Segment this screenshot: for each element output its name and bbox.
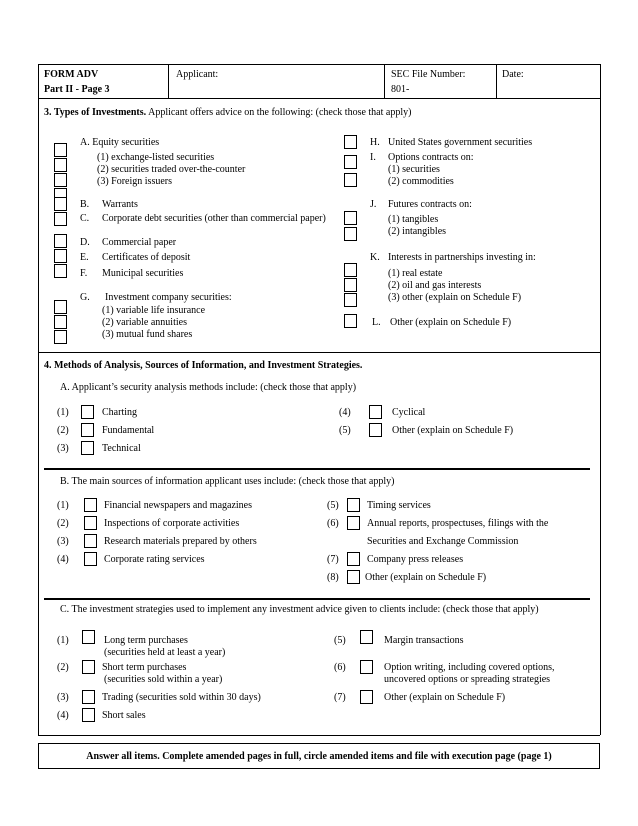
checkbox-3j2[interactable]	[344, 227, 357, 241]
checkbox-4c5[interactable]	[360, 630, 373, 644]
checkbox-4c6[interactable]	[360, 660, 373, 674]
checkbox-4b8[interactable]	[347, 570, 360, 584]
checkbox-3l[interactable]	[344, 314, 357, 328]
checkbox-3j1[interactable]	[344, 211, 357, 225]
checkbox-3a2[interactable]	[54, 173, 67, 187]
item-3i-letter: I.	[370, 152, 376, 163]
item-4b1: Financial newspapers and magazines	[104, 500, 253, 511]
checkbox-4b4[interactable]	[84, 552, 97, 566]
checkbox-4a2[interactable]	[81, 423, 94, 437]
item-4b3: Research materials prepared by others	[104, 536, 257, 547]
section-4b-intro: B. The main sources of information applicant uses include: (check those that apply)	[60, 476, 395, 487]
checkbox-4c1[interactable]	[82, 630, 95, 644]
item-4c6-number: (6)	[334, 662, 346, 673]
item-4c7-number: (7)	[334, 692, 346, 703]
item-3l: Other (explain on Schedule F)	[390, 317, 512, 328]
item-4c2: Short term purchases	[102, 662, 187, 673]
item-4a1: Charting	[102, 407, 137, 418]
footer-box	[38, 743, 600, 769]
checkbox-4b2[interactable]	[84, 516, 97, 530]
item-4b4: Corporate rating services	[104, 554, 205, 565]
subsection-rule-c	[44, 598, 590, 600]
item-3k: Interests in partnerships investing in:	[388, 252, 536, 263]
checkbox-3e[interactable]	[54, 249, 67, 263]
checkbox-4b3[interactable]	[84, 534, 97, 548]
checkbox-4c7[interactable]	[360, 690, 373, 704]
item-4b2: Inspections of corporate activities	[104, 518, 240, 529]
checkbox-3k3[interactable]	[344, 293, 357, 307]
checkbox-3g2[interactable]	[54, 315, 67, 329]
item-4b5: Timing services	[367, 500, 431, 511]
item-3f-letter: F.	[80, 268, 88, 279]
item-4c3-number: (3)	[57, 692, 69, 703]
item-3k1: (1) real estate	[388, 268, 443, 279]
section-4-title: 4. Methods of Analysis, Sources of Information, and Investment Strategies.	[44, 360, 363, 371]
item-4b6: Annual reports, prospectuses, filings with the	[367, 518, 549, 529]
frame-right	[600, 64, 601, 735]
checkbox-3h[interactable]	[344, 135, 357, 149]
item-3b-letter: B.	[80, 199, 90, 210]
item-3c: Corporate debt securities (other than commercial paper)	[102, 213, 326, 224]
item-4b2-number: (2)	[57, 518, 69, 529]
item-3j2: (2) intangibles	[388, 226, 447, 237]
item-3c-letter: C.	[80, 213, 90, 224]
item-3d-letter: D.	[80, 237, 90, 248]
checkbox-3i2[interactable]	[344, 173, 357, 187]
frame-bottom	[38, 735, 600, 736]
item-4b7-number: (7)	[327, 554, 339, 565]
item-3e-letter: E.	[80, 252, 89, 263]
item-4c6-detail: uncovered options or spreading strategies	[384, 674, 551, 685]
item-4b1-number: (1)	[57, 500, 69, 511]
checkbox-4b5[interactable]	[347, 498, 360, 512]
item-3l-letter: L.	[372, 317, 381, 328]
section-3-intro: Applicant offers advice on the following: (check those that apply)	[148, 107, 412, 118]
item-4a4: Cyclical	[392, 407, 426, 418]
item-3g: Investment company securities:	[105, 292, 232, 303]
checkbox-4a5[interactable]	[369, 423, 382, 437]
item-4b6-continued: Securities and Exchange Commission	[367, 536, 519, 547]
item-4c4-number: (4)	[57, 710, 69, 721]
checkbox-3f[interactable]	[54, 264, 67, 278]
item-3a: A. Equity securities	[80, 137, 160, 148]
item-3f: Municipal securities	[102, 268, 184, 279]
checkbox-3k2[interactable]	[344, 278, 357, 292]
footer-instructions: Answer all items. Complete amended pages in full, circle amended items and file with execution page (page 1)	[86, 751, 552, 762]
item-3a3: (3) Foreign issuers	[97, 176, 172, 187]
item-4b3-number: (3)	[57, 536, 69, 547]
item-3d: Commercial paper	[102, 237, 177, 248]
section-4c-intro: C. The investment strategies used to implement any investment advice given to clients include: (check those that apply)	[60, 604, 539, 615]
item-4b7: Company press releases	[367, 554, 464, 565]
item-4b4-number: (4)	[57, 554, 69, 565]
item-4b6-number: (6)	[327, 518, 339, 529]
item-4c2-detail: (securities sold within a year)	[104, 674, 223, 685]
section-3-heading	[44, 107, 411, 119]
item-4b8-number: (8)	[327, 572, 339, 583]
item-3h-letter: H.	[370, 137, 380, 148]
section-4a-intro: A. Applicant’s security analysis methods include: (check those that apply)	[60, 382, 357, 393]
item-4a5-number: (5)	[339, 425, 351, 436]
form-title: FORM ADV	[44, 69, 99, 80]
item-3g3: (3) mutual fund shares	[102, 329, 193, 340]
item-3h: United States government securities	[388, 137, 533, 148]
item-3e: Certificates of deposit	[102, 252, 191, 263]
checkbox-3i1[interactable]	[344, 155, 357, 169]
item-4c1-detail: (securities held at least a year)	[104, 647, 226, 658]
item-4c1: Long term purchases	[104, 635, 188, 646]
checkbox-3g1[interactable]	[54, 300, 67, 314]
page-label: Part II - Page 3	[44, 84, 110, 95]
item-4c4: Short sales	[102, 710, 146, 721]
header-divider-3	[496, 64, 497, 98]
item-4b8: Other (explain on Schedule F)	[365, 572, 487, 583]
item-3k3: (3) other (explain on Schedule F)	[388, 292, 522, 303]
checkbox-4b6[interactable]	[347, 516, 360, 530]
checkbox-4c4[interactable]	[82, 708, 95, 722]
item-4c6: Option writing, including covered options,	[384, 662, 555, 673]
item-3g1: (1) variable life insurance	[102, 305, 206, 316]
item-3g-letter: G.	[80, 292, 90, 303]
item-4c7: Other (explain on Schedule F)	[384, 692, 506, 703]
header-divider-2	[384, 64, 385, 98]
section-3-title: 3. Types of Investments.	[44, 107, 147, 118]
checkbox-4b7[interactable]	[347, 552, 360, 566]
checkbox-3k1[interactable]	[344, 263, 357, 277]
item-3a1: (1) exchange-listed securities	[97, 152, 215, 163]
item-4c5-number: (5)	[334, 635, 346, 646]
checkbox-3d[interactable]	[54, 234, 67, 248]
date-label: Date:	[502, 69, 524, 80]
item-3j1: (1) tangibles	[388, 214, 439, 225]
item-4b5-number: (5)	[327, 500, 339, 511]
subsection-rule-b	[44, 468, 590, 470]
checkbox-3c[interactable]	[54, 212, 67, 226]
item-4a4-number: (4)	[339, 407, 351, 418]
checkbox-3a[interactable]	[54, 143, 67, 157]
checkbox-3b[interactable]	[54, 197, 67, 211]
checkbox-4c2[interactable]	[82, 660, 95, 674]
frame-left	[38, 64, 39, 735]
item-4a1-number: (1)	[57, 407, 69, 418]
header-bottom-rule	[38, 98, 600, 99]
item-4a3: Technical	[102, 443, 141, 454]
checkbox-4c3[interactable]	[82, 690, 95, 704]
checkbox-3g3[interactable]	[54, 330, 67, 344]
item-4c2-number: (2)	[57, 662, 69, 673]
item-4c1-number: (1)	[57, 635, 69, 646]
item-3k-letter: K.	[370, 252, 380, 263]
applicant-label: Applicant:	[176, 69, 219, 80]
item-3a2: (2) securities traded over-the-counter	[97, 164, 246, 175]
item-3g2: (2) variable annuities	[102, 317, 187, 328]
item-4a2-number: (2)	[57, 425, 69, 436]
checkbox-4a1[interactable]	[81, 405, 94, 419]
sec-file-label: SEC File Number:	[391, 69, 466, 80]
item-3i1: (1) securities	[388, 164, 440, 175]
sec-file-prefix: 801-	[391, 84, 410, 95]
item-4a2: Fundamental	[102, 425, 155, 436]
item-3i2: (2) commodities	[388, 176, 454, 187]
item-3b: Warrants	[102, 199, 138, 210]
item-4c3: Trading (securities sold within 30 days)	[102, 692, 261, 703]
item-3k2: (2) oil and gas interests	[388, 280, 482, 291]
checkbox-4a3[interactable]	[81, 441, 94, 455]
section-divider	[38, 352, 600, 353]
item-3j-letter: J.	[370, 199, 377, 210]
checkbox-4a4[interactable]	[369, 405, 382, 419]
item-4c5: Margin transactions	[384, 635, 464, 646]
checkbox-4b1[interactable]	[84, 498, 97, 512]
checkbox-3a1[interactable]	[54, 158, 67, 172]
header-divider-1	[168, 64, 169, 98]
item-3i: Options contracts on:	[388, 152, 474, 163]
frame-top	[38, 64, 600, 65]
item-3j: Futures contracts on:	[388, 199, 472, 210]
item-4a3-number: (3)	[57, 443, 69, 454]
item-4a5: Other (explain on Schedule F)	[392, 425, 514, 436]
